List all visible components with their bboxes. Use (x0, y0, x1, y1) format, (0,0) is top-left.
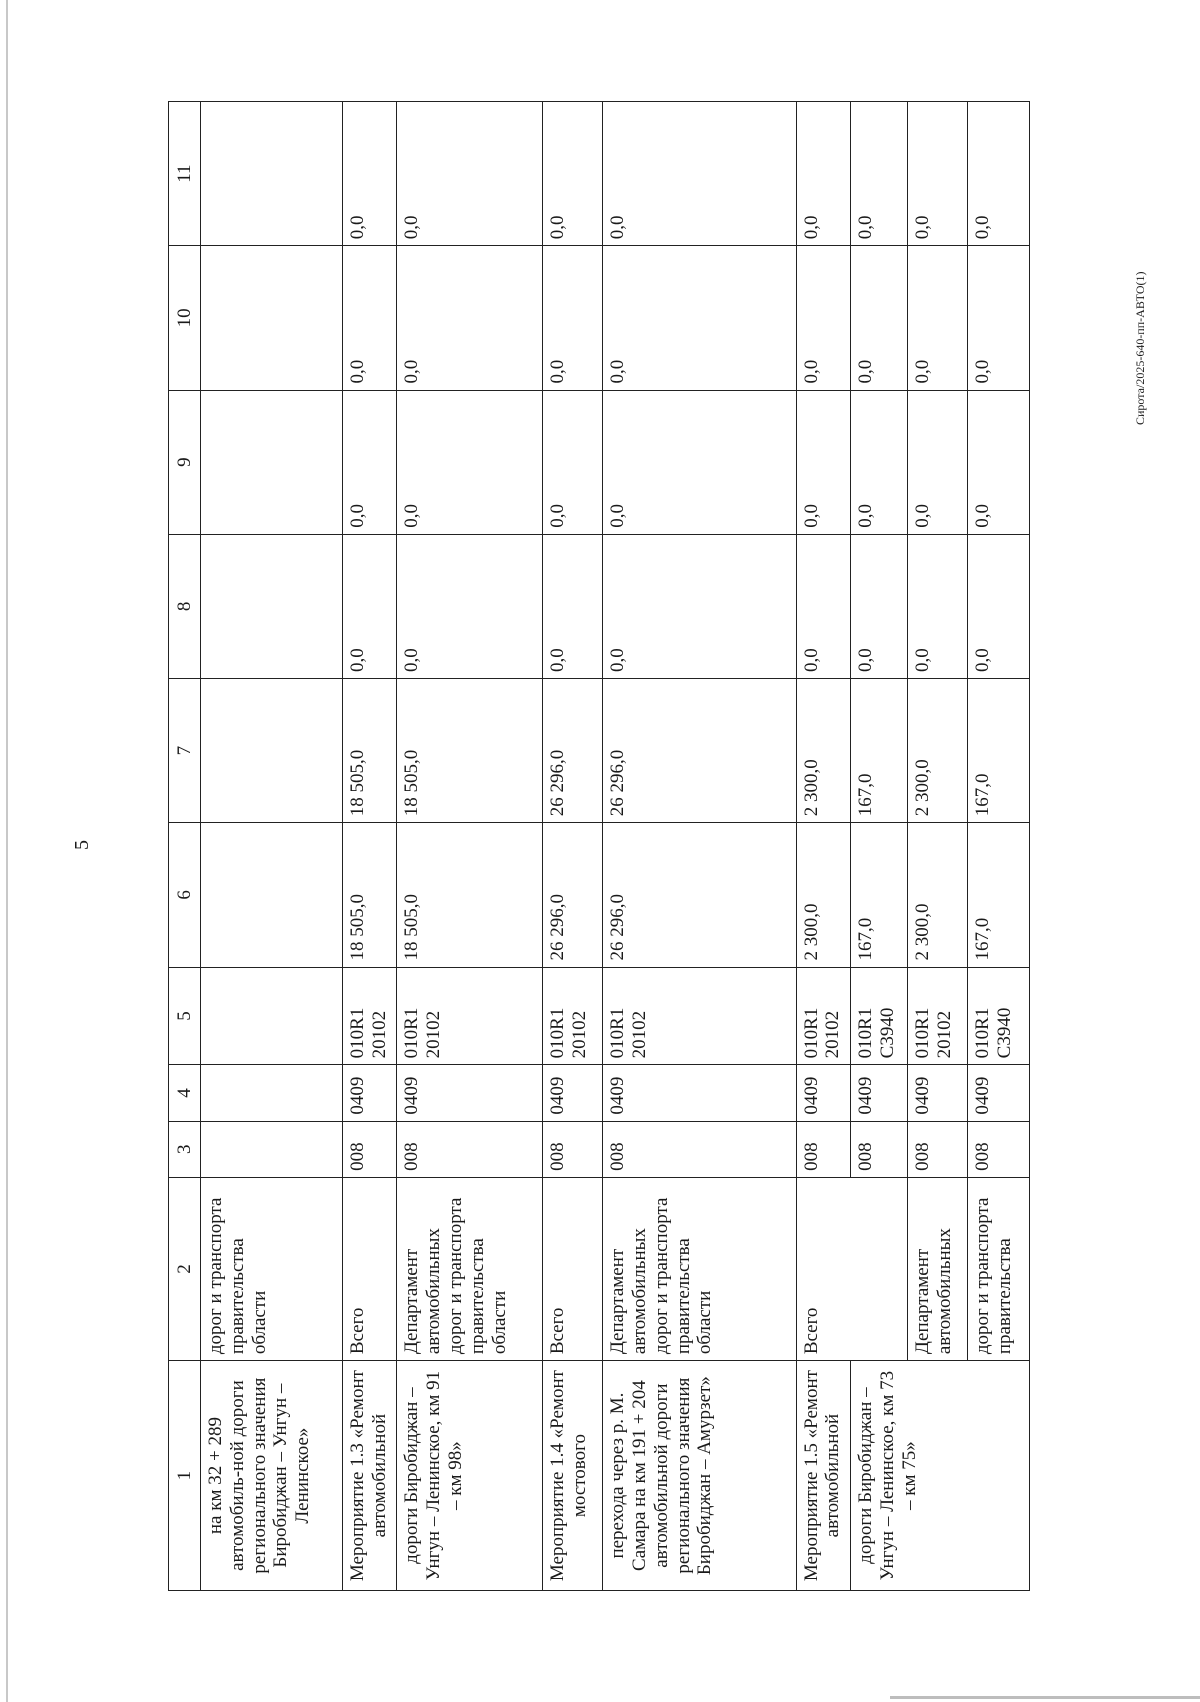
header-cell: 1 (169, 1361, 201, 1591)
cell-value: 0,0 (397, 102, 543, 246)
table-row (397, 102, 543, 1591)
cell-code: 010R1 20102 (908, 967, 968, 1065)
table-row (603, 102, 797, 1591)
header-cell: 5 (169, 967, 201, 1065)
cell-event: Мероприятие 1.3 «Ремонт автомобильной (342, 1361, 396, 1591)
cell-value: 0,0 (796, 102, 850, 246)
cell-value: 0,0 (603, 390, 797, 534)
cell-code: 010R1 20102 (796, 967, 850, 1065)
table-row (850, 102, 908, 1591)
cell-code: 010R1 20102 (543, 967, 603, 1065)
cell-event: Мероприятие 1.5 «Ремонт автомобильной (796, 1361, 850, 1591)
cell-code: 010R1 20102 (603, 967, 797, 1065)
cell-code: 008 (908, 1121, 968, 1177)
cell-executor: дорог и транспорта правительства (968, 1177, 1030, 1360)
header-cell: 10 (169, 246, 201, 390)
page-number: 5 (71, 840, 93, 850)
cell-value: 0,0 (968, 246, 1030, 390)
header-cell: 8 (169, 534, 201, 678)
cell-value: 167,0 (850, 679, 908, 823)
header-cell: 6 (169, 823, 201, 967)
cell-value: 0,0 (908, 246, 968, 390)
cell-value: 26 296,0 (543, 823, 603, 967)
cell-code: 008 (796, 1121, 850, 1177)
cell-value: 0,0 (796, 246, 850, 390)
cell-value: 0,0 (796, 390, 850, 534)
cell-value: 0,0 (397, 390, 543, 534)
cell-code: 010R1 20102 (342, 967, 396, 1065)
cell-executor: Всего (342, 1177, 396, 1360)
cell-code: 0409 (850, 1065, 908, 1121)
cell-code: 0409 (796, 1065, 850, 1121)
cell-value: 18 505,0 (397, 679, 543, 823)
cell-value: 2 300,0 (908, 823, 968, 967)
cell-value: 0,0 (543, 390, 603, 534)
cell-value: 0,0 (968, 102, 1030, 246)
cell-value: 0,0 (850, 534, 908, 678)
scan-bottom-line (890, 1696, 1200, 1699)
cell-code: 0409 (342, 1065, 396, 1121)
header-cell: 4 (169, 1065, 201, 1121)
cell-value: 2 300,0 (796, 679, 850, 823)
cell-value: 0,0 (968, 534, 1030, 678)
cell-value: 0,0 (543, 534, 603, 678)
header-cell: 7 (169, 679, 201, 823)
cell-code: 0409 (968, 1065, 1030, 1121)
header-cell: 9 (169, 390, 201, 534)
cell-value: 0,0 (603, 102, 797, 246)
cell-code: 008 (603, 1121, 797, 1177)
cell-code: 008 (968, 1121, 1030, 1177)
cell-value: 0,0 (342, 102, 396, 246)
cell-executor: Департамент автомобильных дорог и транспорта правительства области (397, 1177, 543, 1360)
cell-executor: Всего (796, 1177, 908, 1360)
cell-value: 0,0 (968, 390, 1030, 534)
cell-executor: Департамент автомобильных (908, 1177, 968, 1360)
cell-event: дороги Биробиджан – Унгун – Ленинское, км 91 – км 98» (397, 1361, 543, 1591)
cell-value: 167,0 (968, 679, 1030, 823)
cell-event: перехода через р. М. Самара на км 191 + 204 автомобильной дороги регионального значения Биробиджан – Амурзет» (603, 1361, 797, 1591)
table-row (342, 102, 396, 1591)
cell-value: 0,0 (908, 390, 968, 534)
cell-value: 0,0 (342, 534, 396, 678)
cell-value: 18 505,0 (342, 823, 396, 967)
cell-code: 010R1 С3940 (850, 967, 908, 1065)
budget-table (168, 101, 1030, 1591)
table-row (796, 102, 850, 1591)
cell-value: 0,0 (342, 246, 396, 390)
cell-executor: Всего (543, 1177, 603, 1360)
cell-code: 008 (543, 1121, 603, 1177)
cell-value: 0,0 (850, 390, 908, 534)
rotated-table-container (168, 101, 1030, 1591)
cell-code: 0409 (397, 1065, 543, 1121)
cell-value: 18 505,0 (397, 823, 543, 967)
document-footer: Сирота/2025-640-пп-АВТО(1) (1133, 271, 1147, 425)
cell-value: 0,0 (397, 534, 543, 678)
cell-code: 008 (342, 1121, 396, 1177)
cell-value: 0,0 (908, 102, 968, 246)
table-row (543, 102, 603, 1591)
header-cell: 2 (169, 1177, 201, 1360)
cell-value: 167,0 (968, 823, 1030, 967)
cell-value: 2 300,0 (908, 679, 968, 823)
cell-code: 010R1 20102 (397, 967, 543, 1065)
cell-code: 008 (850, 1121, 908, 1177)
cell-code: 008 (397, 1121, 543, 1177)
cell-value: 26 296,0 (603, 679, 797, 823)
cell-value: 0,0 (796, 534, 850, 678)
cell-value: 0,0 (543, 246, 603, 390)
header-cell: 3 (169, 1121, 201, 1177)
cell-value: 0,0 (908, 534, 968, 678)
cell-value: 0,0 (342, 390, 396, 534)
cell-code: 0409 (603, 1065, 797, 1121)
header-cell: 11 (169, 102, 201, 246)
table-row (200, 102, 342, 1591)
cell-value: 0,0 (397, 246, 543, 390)
cell-event: на км 32 + 289 автомобиль-ной дороги регионального значения Биробиджан – Унгун – Ленинское» (200, 1361, 342, 1591)
cell-code: 0409 (543, 1065, 603, 1121)
cell-value: 0,0 (850, 102, 908, 246)
cell-value: 26 296,0 (543, 679, 603, 823)
cell-executor: Департамент автомобильных дорог и транспорта правительства области (603, 1177, 797, 1360)
cell-code: 010R1 С3940 (968, 967, 1030, 1065)
cell-executor: дорог и транспорта правительства области (200, 1177, 342, 1360)
cell-event: дороги Биробиджан – Унгун – Ленинское, км 73 – км 75» (850, 1361, 1029, 1591)
cell-value: 26 296,0 (603, 823, 797, 967)
cell-value: 167,0 (850, 823, 908, 967)
cell-value: 18 505,0 (342, 679, 396, 823)
cell-value: 0,0 (603, 534, 797, 678)
cell-code: 0409 (908, 1065, 968, 1121)
cell-value: 2 300,0 (796, 823, 850, 967)
cell-event: Мероприятие 1.4 «Ремонт мостового (543, 1361, 603, 1591)
scan-edge-line (6, 0, 8, 1702)
cell-value: 0,0 (603, 246, 797, 390)
header-row (169, 102, 201, 1591)
cell-value: 0,0 (850, 246, 908, 390)
cell-value: 0,0 (543, 102, 603, 246)
